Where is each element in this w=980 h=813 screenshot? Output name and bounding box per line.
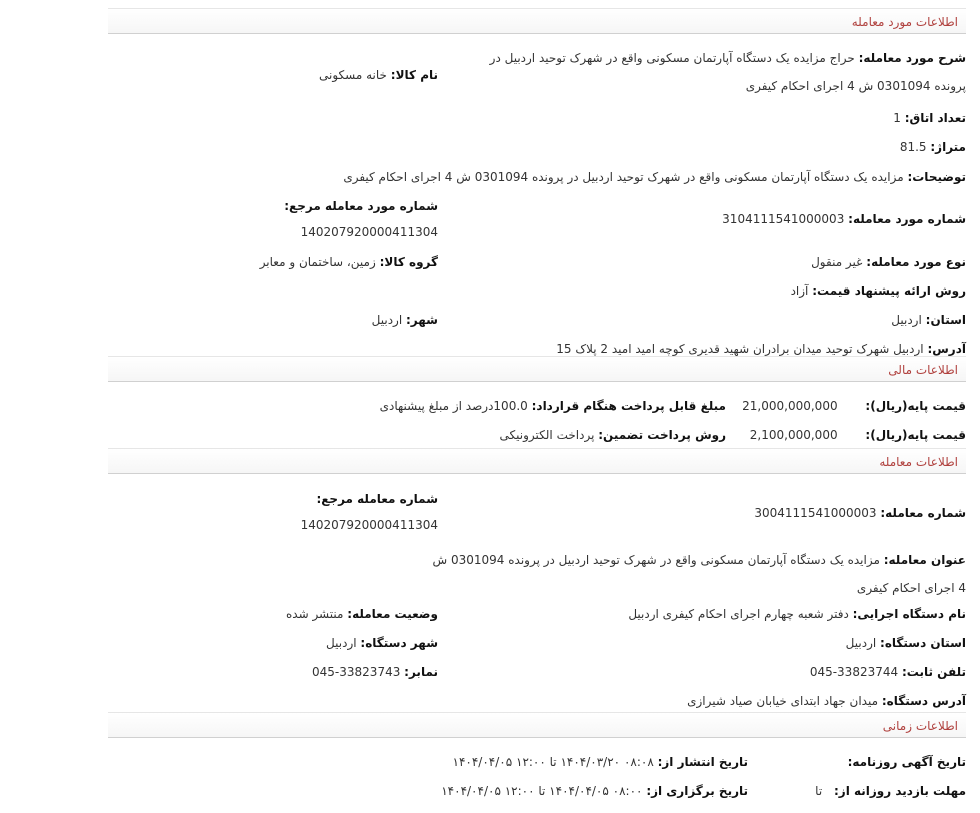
deal-details-page: [108, 8, 966, 808]
status-row: [286, 605, 438, 623]
executor-row: [628, 605, 966, 623]
visit-label: مهلت بازدید روزانه از:: [834, 784, 966, 798]
ref-number-label: شماره مورد معامله مرجع:: [284, 199, 438, 213]
area-label: متراژ:: [930, 140, 966, 154]
number-row: [722, 210, 966, 228]
org-city-row: [326, 634, 438, 652]
fax-row: [312, 663, 438, 681]
publish-value: ۰۸:۰۸ ۱۴۰۴/۰۳/۲۰ تا ۱۲:۰۰ ۱۴۰۴/۰۴/۰۵: [452, 755, 654, 769]
item-name-value: خانه مسکونی: [319, 68, 387, 82]
visit-row: [815, 782, 966, 800]
publish-label: تاریخ انتشار از:: [657, 755, 748, 769]
ref-number-row: [284, 197, 438, 241]
number-value: 3104111541000003: [722, 212, 845, 226]
deal-ref-label: شماره معامله مرجع:: [316, 492, 438, 506]
deposit-value: 2,100,000,000: [749, 428, 838, 442]
holding-row: [441, 782, 748, 800]
deposit-label: قیمت پایه(ریال):: [865, 428, 966, 442]
offer-method-label: روش ارائه پیشنهاد قیمت:: [812, 284, 966, 298]
payable-label: مبلغ قابل پرداخت هنگام قرارداد:: [531, 399, 726, 413]
ref-number-value: 140207920000411304: [300, 225, 438, 239]
group-label: گروه کالا:: [379, 255, 438, 269]
city-label: شهر:: [406, 313, 438, 327]
executor-label: نام دستگاه اجرایی:: [852, 607, 966, 621]
offer-method-row: [791, 282, 966, 300]
description-label: شرح مورد معامله:: [858, 51, 966, 65]
deal-number-value: 3004111541000003: [754, 506, 877, 520]
org-address-row: [687, 692, 966, 710]
holding-label: تاریخ برگزاری از:: [646, 784, 748, 798]
section-header-deal: اطلاعات معامله: [108, 448, 966, 474]
section-header-deal-info: اطلاعات مورد معامله: [108, 8, 966, 34]
item-name-label: نام کالا:: [390, 68, 438, 82]
fax-label: نمابر:: [404, 665, 438, 679]
phone-label: تلفن ثابت:: [901, 665, 966, 679]
address-value: اردبیل شهرک توحید میدان برادران شهید قدیری کوچه امید امید 2 پلاک 15: [556, 342, 924, 356]
province-value: اردبیل: [891, 313, 922, 327]
notes-label: توضیحات:: [907, 170, 966, 184]
org-city-value: اردبیل: [326, 636, 357, 650]
deal-title-row: [426, 546, 966, 602]
province-row: [891, 311, 966, 329]
base-price-row: [742, 397, 966, 415]
phone-value: 045-33823744: [809, 665, 899, 679]
notes-value: مزایده یک دستگاه آپارتمان مسکونی واقع در شهرک توحید اردبیل در پرونده 0301094 ش 4 اجرای احکام کیفری: [343, 170, 904, 184]
guarantee-label: روش پرداخت تضمین:: [598, 428, 726, 442]
visit-value: تا: [815, 784, 823, 798]
notes-row: [343, 168, 966, 186]
org-province-label: استان دستگاه:: [880, 636, 966, 650]
org-province-value: اردبیل: [845, 636, 877, 650]
status-value: منتشر شده: [285, 607, 344, 621]
executor-value: دفتر شعبه چهارم اجرای احکام کیفری اردبیل: [628, 607, 849, 621]
deal-number-label: شماره معامله:: [880, 506, 966, 520]
guarantee-value: پرداخت الکترونیکی: [499, 428, 595, 442]
offer-method-value: آزاد: [790, 284, 809, 298]
holding-value: ۰۸:۰۰ ۱۴۰۴/۰۴/۰۵ تا ۱۲:۰۰ ۱۴۰۴/۰۴/۰۵: [441, 784, 643, 798]
area-row: [900, 138, 966, 156]
base-price-label: قیمت پایه(ریال):: [865, 399, 966, 413]
rooms-row: [893, 109, 966, 127]
org-address-value: میدان جهاد ابتدای خیابان صیاد شیرازی: [687, 694, 879, 708]
newspaper-label: تاریخ آگهی روزنامه:: [847, 755, 966, 769]
newspaper-row: [848, 753, 966, 771]
number-label: شماره مورد معامله:: [848, 212, 966, 226]
deal-number-row: [754, 504, 966, 522]
deal-ref-row: [301, 490, 438, 534]
guarantee-row: [500, 426, 726, 444]
group-row: [260, 253, 438, 271]
base-price-value: 21,000,000,000: [742, 399, 838, 413]
section-header-timing: اطلاعات زمانی: [108, 712, 966, 738]
deal-title-label: عنوان معامله:: [883, 553, 966, 567]
city-row: [372, 311, 438, 329]
type-value: غیر منقول: [811, 255, 863, 269]
rooms-value: 1: [893, 111, 901, 125]
item-name-row: [319, 66, 438, 84]
status-label: وضعیت معامله:: [347, 607, 438, 621]
province-label: استان:: [925, 313, 966, 327]
org-city-label: شهر دستگاه:: [360, 636, 438, 650]
payable-row: [380, 397, 726, 415]
payable-value: 100.0درصد از مبلغ پیشنهادی: [379, 399, 528, 413]
section-header-financial: اطلاعات مالی: [108, 356, 966, 382]
deposit-row: [750, 426, 966, 444]
phone-row: [810, 663, 966, 681]
org-address-label: آدرس دستگاه:: [881, 694, 966, 708]
description-value: حراج مزایده یک دستگاه آپارتمان مسکونی واقع در شهرک توحید اردبیل در پرونده 0301094 ش 4 اجرای احکام کیفری: [489, 51, 966, 93]
group-value: زمین، ساختمان و معابر: [259, 255, 376, 269]
deal-ref-value: 140207920000411304: [300, 518, 438, 532]
fax-value: 045-33823743: [312, 665, 401, 679]
publish-row: [453, 753, 748, 771]
deal-title-value: مزایده یک دستگاه آپارتمان مسکونی واقع در شهرک توحید اردبیل در پرونده 0301094 ش 4 اجرای احکام کیفری: [432, 553, 966, 595]
address-label: آدرس:: [927, 342, 966, 356]
type-label: نوع مورد معامله:: [866, 255, 966, 269]
rooms-label: تعداد اتاق:: [904, 111, 966, 125]
area-value: 81.5: [899, 140, 927, 154]
description-row: [464, 44, 966, 100]
city-value: اردبیل: [371, 313, 403, 327]
type-row: [811, 253, 966, 271]
org-province-row: [846, 634, 966, 652]
